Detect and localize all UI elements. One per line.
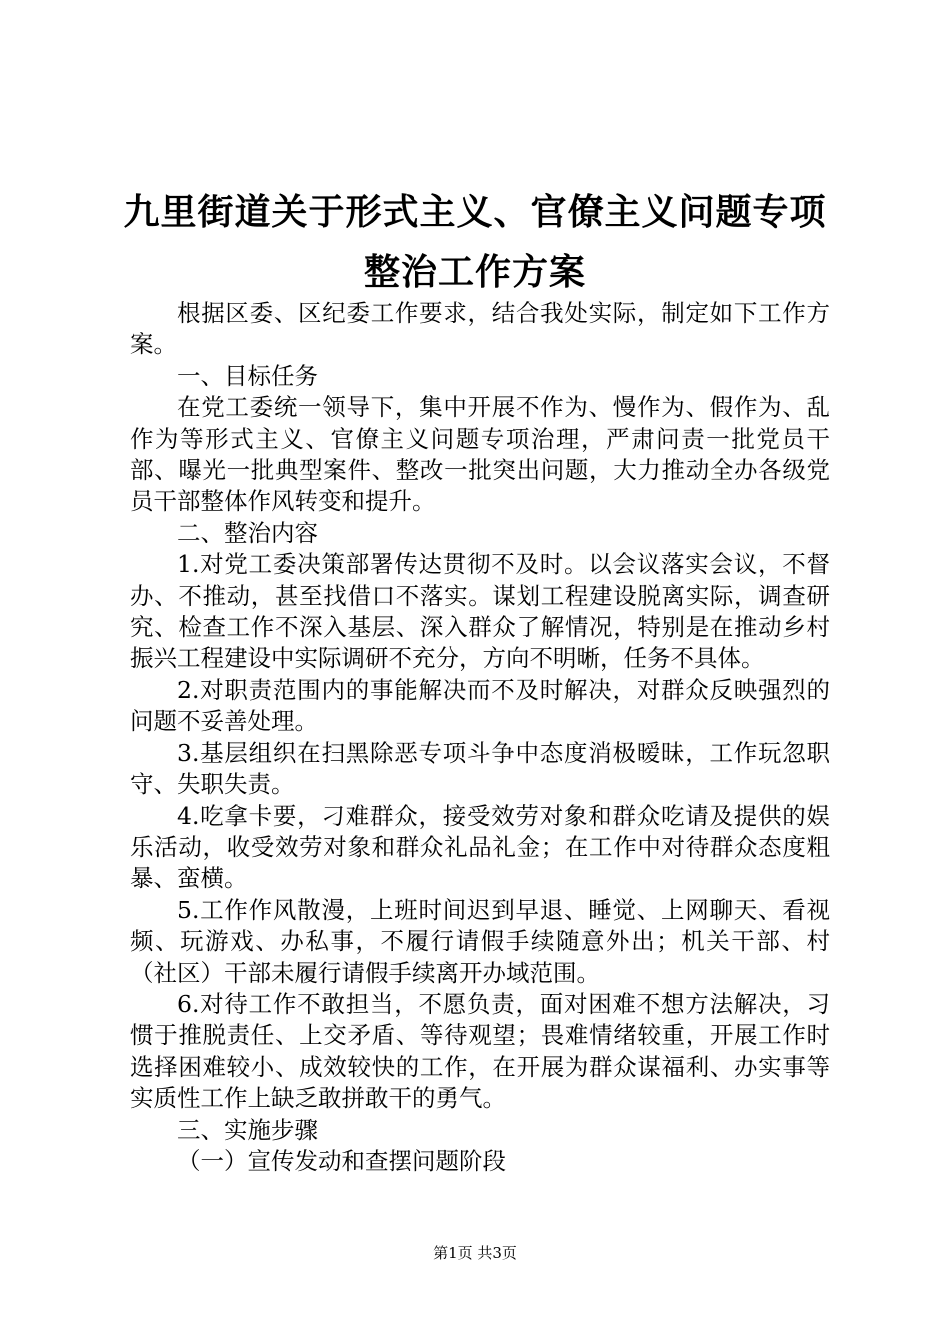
paragraph-item-2: 2.对职责范围内的事能解决而不及时解决，对群众反映强烈的问题不妥善处理。 xyxy=(130,675,830,736)
paragraph-goals: 在党工委统一领导下，集中开展不作为、慢作为、假作为、乱作为等形式主义、官僚主义问题专项治理，严肃问责一批党员干部、曝光一批典型案件、整改一批突出问题，大力推动全办各级党员干部整体作风转变和提升。 xyxy=(130,393,830,516)
paragraph-item-6: 6.对待工作不敢担当，不愿负责，面对困难不想方法解决，习惯于推脱责任、上交矛盾、等待观望；畏难情绪较重，开展工作时选择困难较小、成效较快的工作，在开展为群众谋福利、办实事等实质性工作上缺乏敢拼敢干的勇气。 xyxy=(130,989,830,1113)
section-heading-steps: 三、实施步骤 xyxy=(177,1115,318,1144)
paragraph-item-3: 3.基层组织在扫黑除恶专项斗争中态度消极暧昧，工作玩忽职守、失职失责。 xyxy=(130,738,830,799)
paragraph-item-4: 4.吃拿卡要，刁难群众，接受效劳对象和群众吃请及提供的娱乐活动，收受效劳对象和群众礼品礼金；在工作中对待群众态度粗暴、蛮横。 xyxy=(130,801,830,893)
paragraph-item-1: 1.对党工委决策部署传达贯彻不及时。以会议落实会议，不督办、不推动，甚至找借口不落实。谋划工程建设脱离实际，调查研究、检查工作不深入基层、深入群众了解情况，特别是在推动乡村振兴工程建设中实际调研不充分，方向不明晰，任务不具体。 xyxy=(130,550,830,673)
page-footer: 第1页 共3页 xyxy=(433,1244,517,1262)
paragraph-intro: 根据区委、区纪委工作要求，结合我处实际，制定如下工作方案。 xyxy=(130,299,830,359)
subsection-heading-phase-1: （一）宣传发动和查摆问题阶段 xyxy=(177,1146,506,1175)
section-heading-goals: 一、目标任务 xyxy=(177,361,318,390)
document-body xyxy=(130,298,830,1177)
section-heading-content: 二、整治内容 xyxy=(177,518,318,547)
paragraph-item-5: 5.工作作风散漫，上班时间迟到早退、睡觉、上网聊天、看视频、玩游戏、办私事，不履行请假手续随意外出；机关干部、村（社区）干部未履行请假手续离开办域范围。 xyxy=(130,895,830,987)
document-title: 九里街道关于形式主义、官僚主义问题专项整治工作方案 xyxy=(123,191,827,293)
